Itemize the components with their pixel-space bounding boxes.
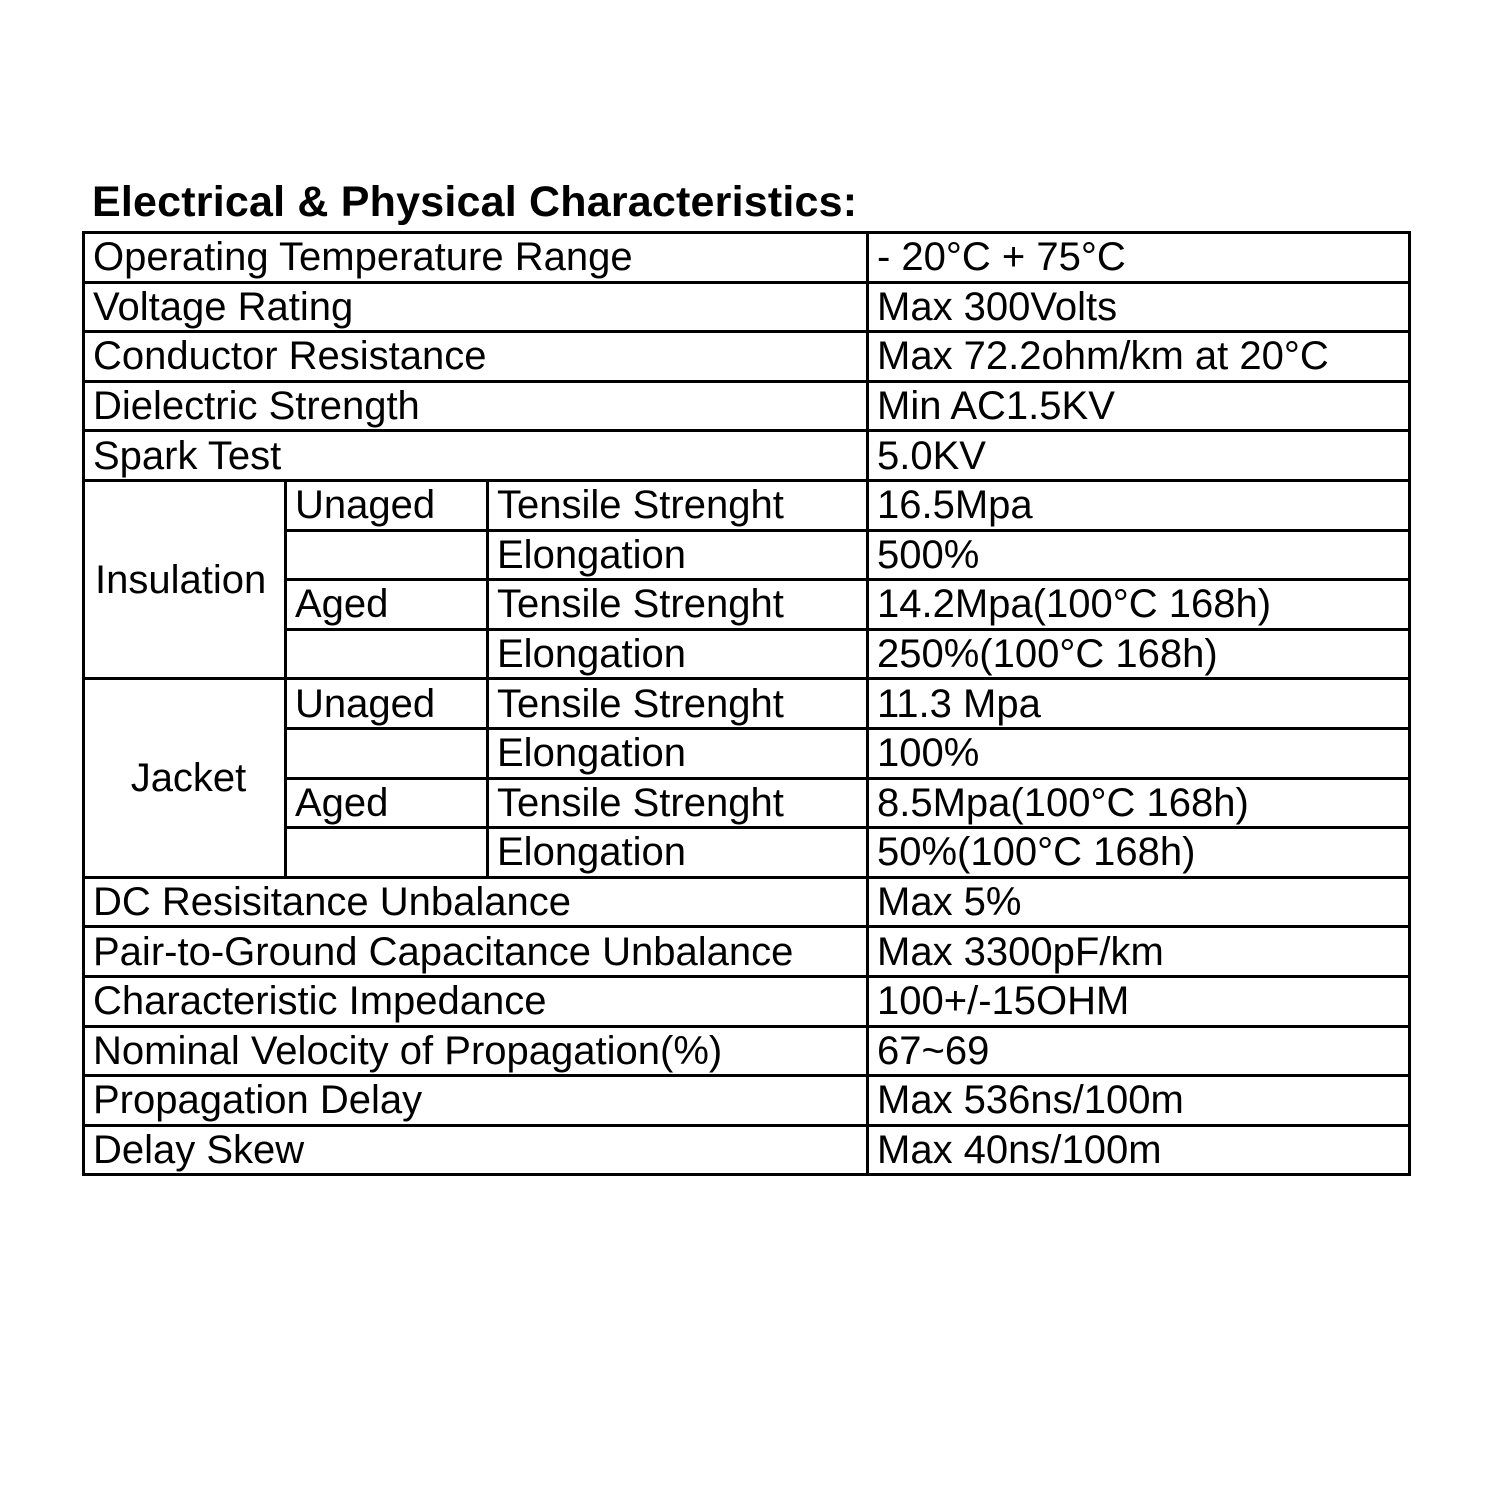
group-label-jacket: Jacket <box>84 679 286 877</box>
table-row <box>84 431 1410 481</box>
condition-label: Aged <box>286 778 488 828</box>
row-label: Propagation Delay <box>84 1076 868 1126</box>
property-label: Elongation <box>488 728 868 778</box>
row-value: 50%(100°C 168h) <box>868 828 1410 878</box>
condition-label: Unaged <box>286 480 488 530</box>
table-row <box>84 1125 1410 1175</box>
table-row <box>84 1076 1410 1126</box>
row-value: 5.0KV <box>868 431 1410 481</box>
characteristics-table <box>82 231 1411 1176</box>
row-label: Operating Temperature Range <box>84 233 868 283</box>
row-value: Max 72.2ohm/km at 20°C <box>868 332 1410 382</box>
table-row <box>84 233 1410 283</box>
row-value: 8.5Mpa(100°C 168h) <box>868 778 1410 828</box>
row-label: Voltage Rating <box>84 282 868 332</box>
row-value: 250%(100°C 168h) <box>868 629 1410 679</box>
condition-label <box>286 530 488 580</box>
table-row <box>84 480 1410 530</box>
row-label: Delay Skew <box>84 1125 868 1175</box>
row-value: Max 40ns/100m <box>868 1125 1410 1175</box>
table-row <box>84 332 1410 382</box>
condition-label: Unaged <box>286 679 488 729</box>
row-value: Max 536ns/100m <box>868 1076 1410 1126</box>
row-value: Max 300Volts <box>868 282 1410 332</box>
property-label: Tensile Strenght <box>488 480 868 530</box>
row-value: 100% <box>868 728 1410 778</box>
table-row <box>84 679 1410 729</box>
group-label-insulation: Insulation <box>84 480 286 678</box>
row-value: 16.5Mpa <box>868 480 1410 530</box>
property-label: Tensile Strenght <box>488 778 868 828</box>
row-value: 14.2Mpa(100°C 168h) <box>868 580 1410 630</box>
row-value: 11.3 Mpa <box>868 679 1410 729</box>
condition-label <box>286 629 488 679</box>
row-value: Max 3300pF/km <box>868 927 1410 977</box>
row-value: - 20°C + 75°C <box>868 233 1410 283</box>
row-value: Min AC1.5KV <box>868 381 1410 431</box>
table-row <box>84 282 1410 332</box>
row-label: Dielectric Strength <box>84 381 868 431</box>
table-row <box>84 877 1410 927</box>
property-label: Elongation <box>488 828 868 878</box>
condition-label <box>286 728 488 778</box>
row-label: DC Resisitance Unbalance <box>84 877 868 927</box>
row-value: Max 5% <box>868 877 1410 927</box>
row-value: 67~69 <box>868 1026 1410 1076</box>
row-label: Spark Test <box>84 431 868 481</box>
property-label: Tensile Strenght <box>488 679 868 729</box>
property-label: Elongation <box>488 629 868 679</box>
table-row <box>84 976 1410 1026</box>
condition-label: Aged <box>286 580 488 630</box>
property-label: Elongation <box>488 530 868 580</box>
row-label: Pair-to-Ground Capacitance Unbalance <box>84 927 868 977</box>
condition-label <box>286 828 488 878</box>
row-label: Nominal Velocity of Propagation(%) <box>84 1026 868 1076</box>
table-row <box>84 381 1410 431</box>
table-row <box>84 927 1410 977</box>
page-title: Electrical & Physical Characteristics: <box>92 178 858 226</box>
row-value: 100+/-15OHM <box>868 976 1410 1026</box>
property-label: Tensile Strenght <box>488 580 868 630</box>
table-row <box>84 1026 1410 1076</box>
row-label: Conductor Resistance <box>84 332 868 382</box>
row-value: 500% <box>868 530 1410 580</box>
row-label: Characteristic Impedance <box>84 976 868 1026</box>
